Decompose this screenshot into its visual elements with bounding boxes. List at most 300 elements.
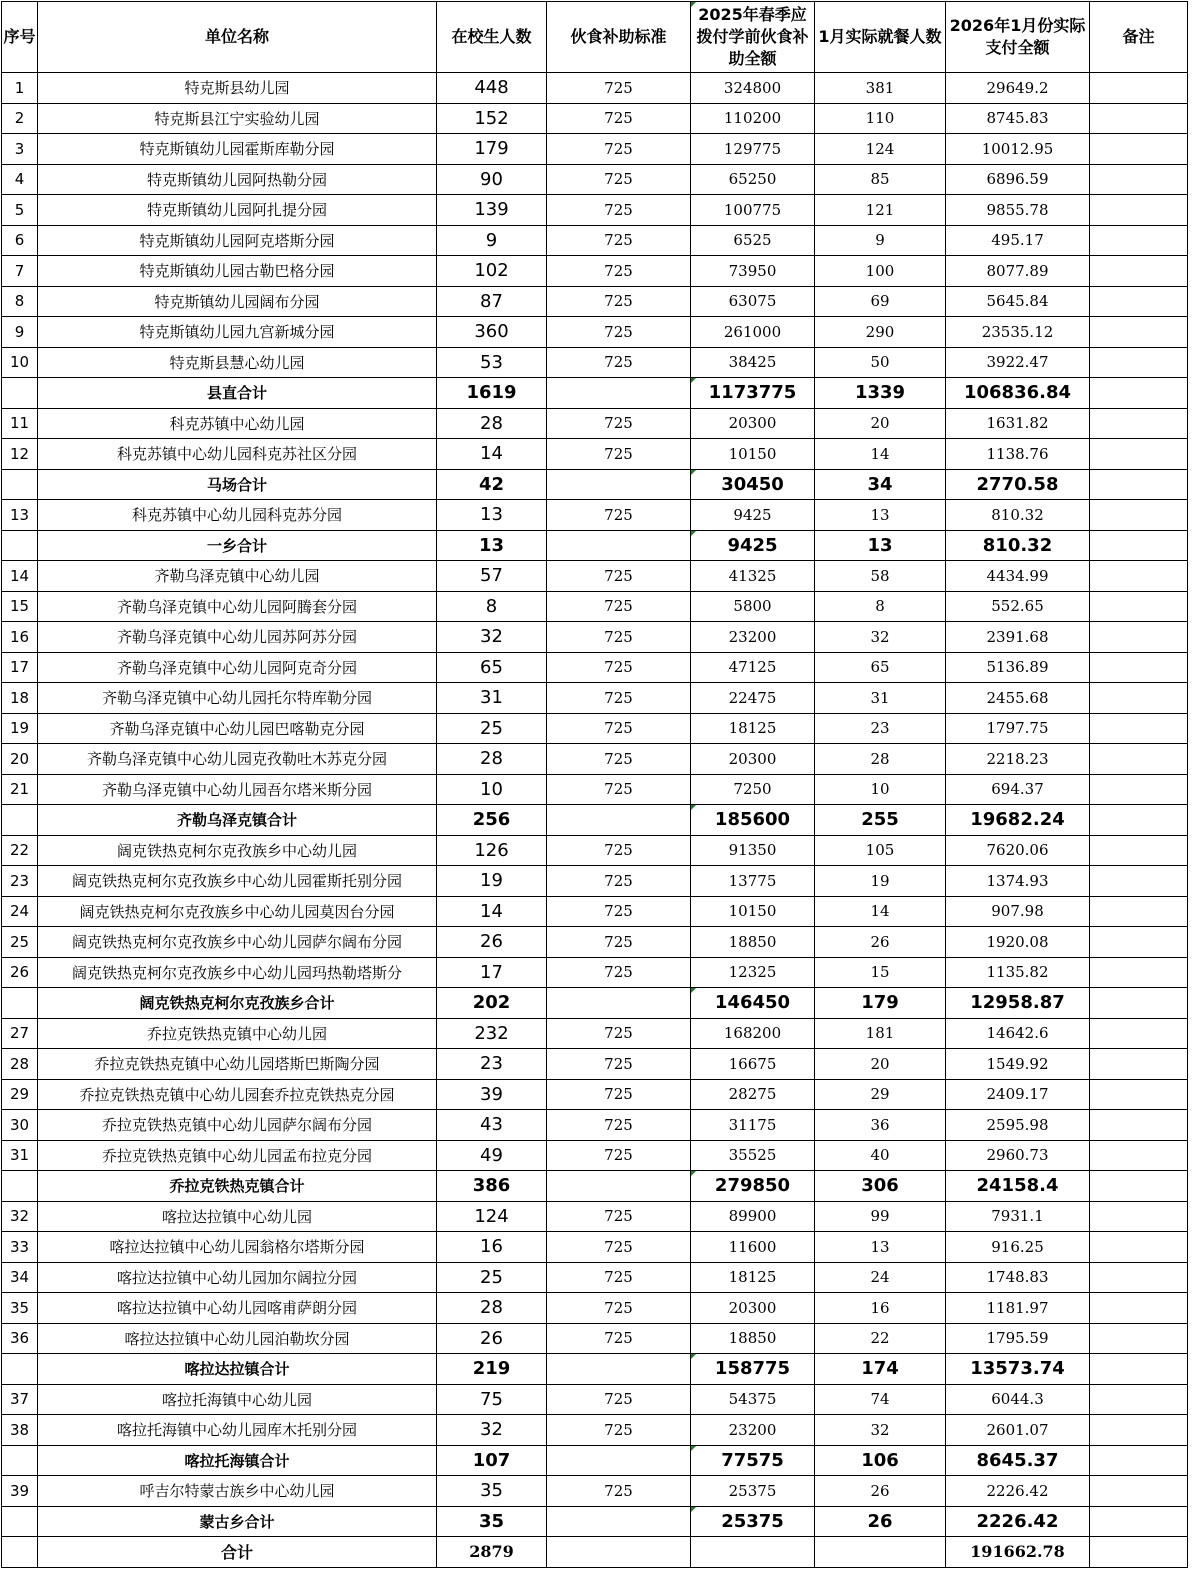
cell-name: 喀拉达拉镇中心幼儿园泊勒坎分园 [38, 1323, 437, 1354]
grand-paid: 191662.78 [946, 1537, 1090, 1568]
cell-allocated: 73950 [691, 256, 815, 287]
table-row [2, 683, 1188, 714]
cell-name: 科克苏镇中心幼儿园科克苏社区分园 [38, 439, 437, 470]
cell-students: 31 [437, 683, 547, 714]
cell-paid: 2391.68 [946, 622, 1090, 653]
cell-name: 齐勒乌泽克镇中心幼儿园克孜勒吐木苏克分园 [38, 744, 437, 775]
cell-remark [1090, 1323, 1188, 1354]
cell-students: 202 [437, 988, 547, 1019]
cell-seq: 25 [2, 927, 38, 958]
cell-students: 16 [437, 1232, 547, 1263]
table-row [2, 774, 1188, 805]
cell-seq: 32 [2, 1201, 38, 1232]
cell-students: 25 [437, 1262, 547, 1293]
cell-students: 107 [437, 1445, 547, 1476]
cell-allocated: 100775 [691, 195, 815, 226]
cell-standard: 725 [547, 1201, 691, 1232]
cell-allocated: 13775 [691, 866, 815, 897]
table-row [2, 835, 1188, 866]
cell-students: 14 [437, 439, 547, 470]
cell-students: 28 [437, 408, 547, 439]
cell-students: 256 [437, 805, 547, 836]
cell-name: 一乡合计 [38, 530, 437, 561]
cell-remark [1090, 225, 1188, 256]
cell-allocated: 25375 [691, 1506, 815, 1537]
cell-diners: 22 [815, 1323, 946, 1354]
grand-standard [547, 1537, 691, 1568]
table-row [2, 591, 1188, 622]
cell-allocated: 54375 [691, 1384, 815, 1415]
cell-seq: 34 [2, 1262, 38, 1293]
cell-seq: 4 [2, 164, 38, 195]
cell-diners: 20 [815, 408, 946, 439]
cell-diners: 100 [815, 256, 946, 287]
subtotal-row [2, 469, 1188, 500]
table-body [2, 73, 1188, 1568]
cell-remark [1090, 1110, 1188, 1141]
cell-standard: 725 [547, 744, 691, 775]
cell-students: 139 [437, 195, 547, 226]
cell-standard: 725 [547, 439, 691, 470]
cell-diners: 105 [815, 835, 946, 866]
cell-seq [2, 805, 38, 836]
table-row [2, 1262, 1188, 1293]
cell-allocated: 11600 [691, 1232, 815, 1263]
cell-remark [1090, 103, 1188, 134]
cell-standard: 725 [547, 927, 691, 958]
cell-name: 特克斯县江宁实验幼儿园 [38, 103, 437, 134]
cell-students: 57 [437, 561, 547, 592]
cell-name: 齐勒乌泽克镇合计 [38, 805, 437, 836]
cell-seq: 39 [2, 1476, 38, 1507]
cell-seq [2, 988, 38, 1019]
cell-name: 齐勒乌泽克镇中心幼儿园苏阿苏分园 [38, 622, 437, 653]
cell-diners: 14 [815, 896, 946, 927]
cell-remark [1090, 378, 1188, 409]
cell-allocated: 89900 [691, 1201, 815, 1232]
cell-diners: 40 [815, 1140, 946, 1171]
cell-standard: 725 [547, 317, 691, 348]
cell-name: 特克斯镇幼儿园古勒巴格分园 [38, 256, 437, 287]
cell-paid: 2601.07 [946, 1415, 1090, 1446]
cell-seq [2, 1171, 38, 1202]
cell-name: 特克斯镇幼儿园阿热勒分园 [38, 164, 437, 195]
header-students: 在校生人数 [437, 2, 547, 73]
cell-allocated: 110200 [691, 103, 815, 134]
cell-allocated: 30450 [691, 469, 815, 500]
cell-allocated: 9425 [691, 530, 815, 561]
cell-name: 喀拉达拉镇中心幼儿园翁格尔塔斯分园 [38, 1232, 437, 1263]
cell-standard: 725 [547, 1110, 691, 1141]
grand-diners [815, 1537, 946, 1568]
subsidy-table [1, 1, 1188, 1568]
cell-standard: 725 [547, 1293, 691, 1324]
cell-standard [547, 988, 691, 1019]
cell-students: 102 [437, 256, 547, 287]
cell-allocated: 38425 [691, 347, 815, 378]
cell-name: 特克斯镇幼儿园霍斯库勒分园 [38, 134, 437, 165]
cell-paid: 2226.42 [946, 1476, 1090, 1507]
cell-name: 阔克铁热克柯尔克孜族乡中心幼儿园玛热勒塔斯分 [38, 957, 437, 988]
cell-seq: 6 [2, 225, 38, 256]
cell-name: 乔拉克铁热克镇中心幼儿园套乔拉克铁热克分园 [38, 1079, 437, 1110]
cell-remark [1090, 500, 1188, 531]
cell-standard [547, 469, 691, 500]
cell-diners: 121 [815, 195, 946, 226]
cell-remark [1090, 1140, 1188, 1171]
cell-seq: 26 [2, 957, 38, 988]
cell-seq: 13 [2, 500, 38, 531]
subtotal-row [2, 1354, 1188, 1385]
cell-name: 科克苏镇中心幼儿园科克苏分园 [38, 500, 437, 531]
cell-diners: 50 [815, 347, 946, 378]
table-row [2, 713, 1188, 744]
cell-seq: 23 [2, 866, 38, 897]
cell-allocated: 47125 [691, 652, 815, 683]
cell-remark [1090, 286, 1188, 317]
table-row [2, 347, 1188, 378]
cell-remark [1090, 1354, 1188, 1385]
cell-allocated: 261000 [691, 317, 815, 348]
cell-allocated: 1173775 [691, 378, 815, 409]
cell-seq: 29 [2, 1079, 38, 1110]
cell-diners: 65 [815, 652, 946, 683]
cell-allocated: 41325 [691, 561, 815, 592]
header-standard: 伙食补助标准 [547, 2, 691, 73]
cell-students: 1619 [437, 378, 547, 409]
cell-standard: 725 [547, 622, 691, 653]
cell-allocated: 31175 [691, 1110, 815, 1141]
cell-diners: 9 [815, 225, 946, 256]
table-row [2, 1140, 1188, 1171]
cell-remark [1090, 561, 1188, 592]
subtotal-row [2, 988, 1188, 1019]
cell-diners: 85 [815, 164, 946, 195]
cell-students: 65 [437, 652, 547, 683]
table-row [2, 896, 1188, 927]
cell-seq: 35 [2, 1293, 38, 1324]
subtotal-row [2, 1506, 1188, 1537]
cell-paid: 1748.83 [946, 1262, 1090, 1293]
table-row [2, 103, 1188, 134]
cell-remark [1090, 1293, 1188, 1324]
cell-students: 9 [437, 225, 547, 256]
cell-remark [1090, 927, 1188, 958]
cell-students: 26 [437, 1323, 547, 1354]
cell-paid: 8645.37 [946, 1445, 1090, 1476]
table-row [2, 1049, 1188, 1080]
table-row [2, 439, 1188, 470]
cell-standard: 725 [547, 561, 691, 592]
cell-allocated: 28275 [691, 1079, 815, 1110]
cell-seq [2, 1506, 38, 1537]
cell-students: 219 [437, 1354, 547, 1385]
table-row [2, 1415, 1188, 1446]
table-row [2, 256, 1188, 287]
cell-paid: 24158.4 [946, 1171, 1090, 1202]
cell-remark [1090, 469, 1188, 500]
cell-remark [1090, 134, 1188, 165]
cell-seq: 20 [2, 744, 38, 775]
cell-paid: 810.32 [946, 530, 1090, 561]
cell-paid: 810.32 [946, 500, 1090, 531]
cell-students: 49 [437, 1140, 547, 1171]
cell-students: 75 [437, 1384, 547, 1415]
cell-standard: 725 [547, 866, 691, 897]
cell-allocated: 18850 [691, 1323, 815, 1354]
cell-name: 喀拉达拉镇合计 [38, 1354, 437, 1385]
cell-students: 13 [437, 530, 547, 561]
table-row [2, 1201, 1188, 1232]
grand-total-row [2, 1537, 1188, 1568]
cell-seq: 8 [2, 286, 38, 317]
cell-students: 39 [437, 1079, 547, 1110]
cell-seq: 1 [2, 73, 38, 104]
cell-seq: 38 [2, 1415, 38, 1446]
cell-diners: 19 [815, 866, 946, 897]
cell-standard: 725 [547, 1476, 691, 1507]
cell-paid: 9855.78 [946, 195, 1090, 226]
cell-students: 90 [437, 164, 547, 195]
cell-diners: 174 [815, 1354, 946, 1385]
cell-students: 32 [437, 622, 547, 653]
cell-name: 喀拉达拉镇中心幼儿园 [38, 1201, 437, 1232]
cell-seq: 9 [2, 317, 38, 348]
subtotal-row [2, 1445, 1188, 1476]
cell-seq: 24 [2, 896, 38, 927]
cell-allocated: 10150 [691, 896, 815, 927]
cell-allocated: 18125 [691, 1262, 815, 1293]
cell-name: 特克斯镇幼儿园九宫新城分园 [38, 317, 437, 348]
cell-name: 特克斯镇幼儿园阿克塔斯分园 [38, 225, 437, 256]
cell-students: 23 [437, 1049, 547, 1080]
cell-remark [1090, 1262, 1188, 1293]
cell-students: 386 [437, 1171, 547, 1202]
cell-remark [1090, 256, 1188, 287]
cell-standard [547, 1354, 691, 1385]
table-row [2, 1476, 1188, 1507]
cell-diners: 255 [815, 805, 946, 836]
cell-paid: 7620.06 [946, 835, 1090, 866]
cell-allocated: 35525 [691, 1140, 815, 1171]
cell-diners: 58 [815, 561, 946, 592]
cell-standard: 725 [547, 256, 691, 287]
cell-remark [1090, 1018, 1188, 1049]
cell-name: 乔拉克铁热克镇中心幼儿园萨尔阔布分园 [38, 1110, 437, 1141]
cell-allocated: 20300 [691, 1293, 815, 1324]
cell-paid: 12958.87 [946, 988, 1090, 1019]
cell-remark [1090, 774, 1188, 805]
cell-paid: 2409.17 [946, 1079, 1090, 1110]
cell-standard [547, 805, 691, 836]
cell-paid: 2770.58 [946, 469, 1090, 500]
cell-diners: 20 [815, 1049, 946, 1080]
cell-name: 科克苏镇中心幼儿园 [38, 408, 437, 439]
cell-students: 360 [437, 317, 547, 348]
cell-students: 32 [437, 1415, 547, 1446]
table-row [2, 164, 1188, 195]
cell-diners: 34 [815, 469, 946, 500]
cell-seq: 37 [2, 1384, 38, 1415]
table-row [2, 866, 1188, 897]
table-row [2, 408, 1188, 439]
cell-diners: 10 [815, 774, 946, 805]
cell-diners: 29 [815, 1079, 946, 1110]
cell-allocated: 20300 [691, 744, 815, 775]
cell-remark [1090, 195, 1188, 226]
table-row [2, 195, 1188, 226]
table-row [2, 1323, 1188, 1354]
cell-students: 448 [437, 73, 547, 104]
cell-name: 喀拉达拉镇中心幼儿园喀甫萨朗分园 [38, 1293, 437, 1324]
header-allocated: 2025年春季应拨付学前伙食补助全额 [691, 2, 815, 73]
cell-name: 特克斯镇幼儿园阿扎提分园 [38, 195, 437, 226]
cell-standard: 725 [547, 347, 691, 378]
cell-name: 县直合计 [38, 378, 437, 409]
cell-diners: 32 [815, 622, 946, 653]
cell-seq [2, 1354, 38, 1385]
table-row [2, 1384, 1188, 1415]
cell-allocated: 324800 [691, 73, 815, 104]
cell-remark [1090, 591, 1188, 622]
cell-seq: 11 [2, 408, 38, 439]
grand-name: 合计 [38, 1537, 437, 1568]
cell-paid: 3922.47 [946, 347, 1090, 378]
table-row [2, 1018, 1188, 1049]
header-name: 单位名称 [38, 2, 437, 73]
cell-standard [547, 1506, 691, 1537]
table-row [2, 1079, 1188, 1110]
cell-diners: 179 [815, 988, 946, 1019]
cell-name: 喀拉托海镇中心幼儿园库木托别分园 [38, 1415, 437, 1446]
subtotal-row [2, 805, 1188, 836]
cell-paid: 7931.1 [946, 1201, 1090, 1232]
cell-paid: 2455.68 [946, 683, 1090, 714]
cell-standard: 725 [547, 774, 691, 805]
cell-name: 齐勒乌泽克镇中心幼儿园吾尔塔米斯分园 [38, 774, 437, 805]
table-row [2, 286, 1188, 317]
cell-standard [547, 1445, 691, 1476]
cell-standard: 725 [547, 408, 691, 439]
header-row [2, 2, 1188, 73]
cell-seq: 33 [2, 1232, 38, 1263]
cell-diners: 74 [815, 1384, 946, 1415]
cell-standard: 725 [547, 134, 691, 165]
cell-seq [2, 1537, 38, 1568]
cell-diners: 290 [815, 317, 946, 348]
cell-seq [2, 1445, 38, 1476]
cell-allocated: 77575 [691, 1445, 815, 1476]
cell-students: 35 [437, 1506, 547, 1537]
table-row [2, 134, 1188, 165]
cell-allocated: 279850 [691, 1171, 815, 1202]
cell-diners: 381 [815, 73, 946, 104]
cell-allocated: 185600 [691, 805, 815, 836]
cell-diners: 124 [815, 134, 946, 165]
cell-students: 13 [437, 500, 547, 531]
cell-name: 齐勒乌泽克镇中心幼儿园阿腾套分园 [38, 591, 437, 622]
cell-remark [1090, 1415, 1188, 1446]
cell-allocated: 63075 [691, 286, 815, 317]
cell-paid: 1138.76 [946, 439, 1090, 470]
cell-allocated: 65250 [691, 164, 815, 195]
cell-students: 43 [437, 1110, 547, 1141]
cell-paid: 29649.2 [946, 73, 1090, 104]
cell-seq: 10 [2, 347, 38, 378]
cell-remark [1090, 1476, 1188, 1507]
cell-paid: 1920.08 [946, 927, 1090, 958]
cell-paid: 19682.24 [946, 805, 1090, 836]
cell-diners: 15 [815, 957, 946, 988]
header-diners: 1月实际就餐人数 [815, 2, 946, 73]
cell-standard: 725 [547, 683, 691, 714]
cell-diners: 99 [815, 1201, 946, 1232]
cell-paid: 5645.84 [946, 286, 1090, 317]
cell-seq: 22 [2, 835, 38, 866]
cell-students: 152 [437, 103, 547, 134]
cell-diners: 36 [815, 1110, 946, 1141]
cell-remark [1090, 866, 1188, 897]
cell-seq: 36 [2, 1323, 38, 1354]
cell-paid: 5136.89 [946, 652, 1090, 683]
cell-name: 蒙古乡合计 [38, 1506, 437, 1537]
cell-allocated: 16675 [691, 1049, 815, 1080]
cell-remark [1090, 408, 1188, 439]
cell-diners: 24 [815, 1262, 946, 1293]
cell-standard: 725 [547, 225, 691, 256]
cell-standard: 725 [547, 73, 691, 104]
cell-paid: 552.65 [946, 591, 1090, 622]
cell-standard: 725 [547, 500, 691, 531]
cell-allocated: 23200 [691, 1415, 815, 1446]
table-row [2, 622, 1188, 653]
cell-diners: 306 [815, 1171, 946, 1202]
cell-standard [547, 378, 691, 409]
cell-diners: 26 [815, 1506, 946, 1537]
grand-allocated [691, 1537, 815, 1568]
cell-standard: 725 [547, 1018, 691, 1049]
cell-diners: 14 [815, 439, 946, 470]
cell-name: 特克斯镇幼儿园阔布分园 [38, 286, 437, 317]
cell-paid: 1549.92 [946, 1049, 1090, 1080]
cell-seq: 16 [2, 622, 38, 653]
cell-seq: 2 [2, 103, 38, 134]
cell-remark [1090, 805, 1188, 836]
cell-paid: 6044.3 [946, 1384, 1090, 1415]
cell-paid: 106836.84 [946, 378, 1090, 409]
cell-standard: 725 [547, 286, 691, 317]
cell-allocated: 6525 [691, 225, 815, 256]
cell-seq: 18 [2, 683, 38, 714]
cell-standard: 725 [547, 713, 691, 744]
table-row [2, 1110, 1188, 1141]
cell-name: 喀拉托海镇中心幼儿园 [38, 1384, 437, 1415]
cell-remark [1090, 1171, 1188, 1202]
cell-diners: 8 [815, 591, 946, 622]
cell-students: 25 [437, 713, 547, 744]
cell-standard: 725 [547, 164, 691, 195]
cell-remark [1090, 896, 1188, 927]
cell-remark [1090, 1537, 1188, 1568]
cell-allocated: 20300 [691, 408, 815, 439]
cell-diners: 181 [815, 1018, 946, 1049]
cell-remark [1090, 1201, 1188, 1232]
cell-name: 喀拉托海镇合计 [38, 1445, 437, 1476]
table-row [2, 500, 1188, 531]
cell-allocated: 10150 [691, 439, 815, 470]
cell-allocated: 18850 [691, 927, 815, 958]
cell-diners: 1339 [815, 378, 946, 409]
